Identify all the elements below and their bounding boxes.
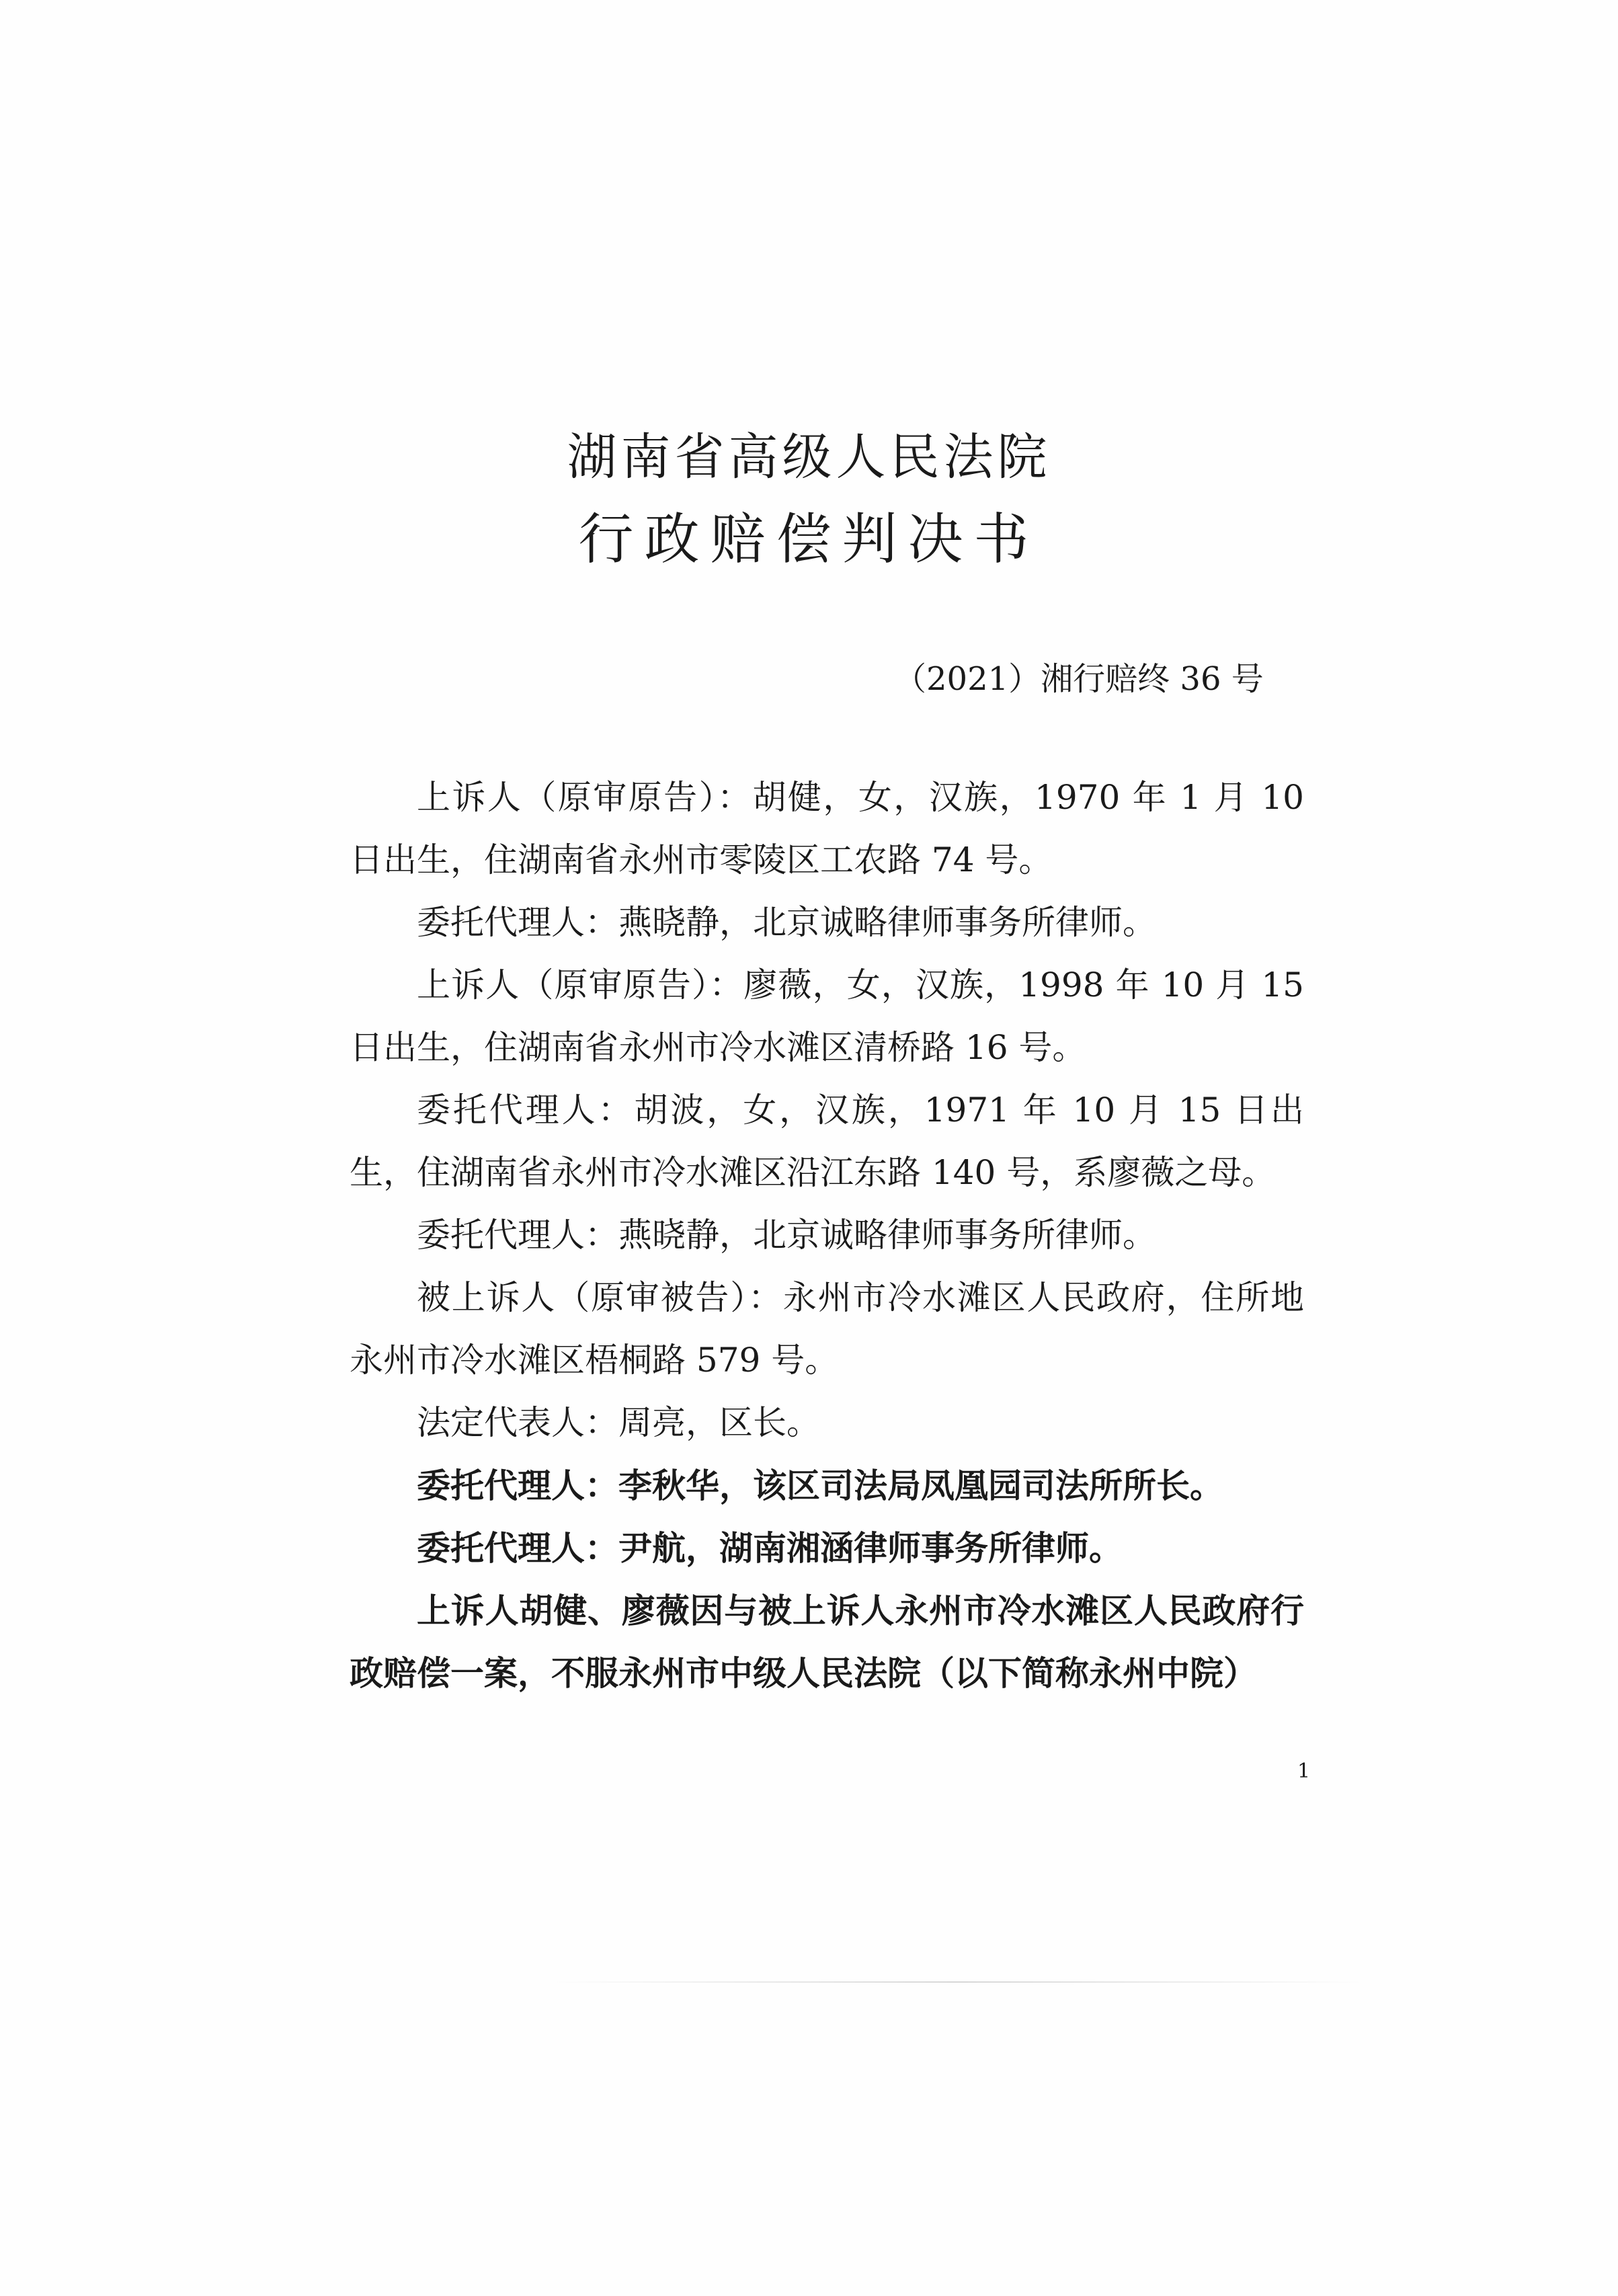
party-appellant-liaowei: 上诉人（原审原告）：廖薇，女，汉族，1998 年 10 月 15 日出生，住湖南省永州市冷水滩区清桥路 16 号。: [350, 965, 1304, 1067]
legal-representative: 法定代表人：周亮，区长。: [417, 1403, 820, 1442]
document-body: [350, 766, 1304, 1704]
agent-yinhang: 委托代理人：尹航，湖南湘涵律师事务所律师。: [417, 1528, 1123, 1568]
court-name: 湖南省高级人民法院: [567, 428, 1051, 486]
page-number: 1: [1297, 1759, 1311, 1783]
agent-liqiuhua: 委托代理人：李秋华，该区司法局凤凰园司法所所长。: [417, 1466, 1223, 1505]
party-appellant-hujian: 上诉人（原审原告）：胡健，女，汉族，1970 年 1 月 10 日出生，住湖南省永州市零陵区工农路 74 号。: [350, 778, 1304, 879]
case-number: （2021）湘行赔终 36 号: [894, 660, 1264, 698]
agent-hubo: 委托代理人：胡波，女，汉族，1971 年 10 月 15 日出生，住湖南省永州市冷水滩区沿江东路 140 号，系廖薇之母。: [350, 1091, 1304, 1192]
document-title: 行政赔偿判决书: [578, 508, 1040, 571]
party-appellee-government: 被上诉人（原审被告）：永州市冷水滩区人民政府，住所地永州市冷水滩区梧桐路 579 号。: [350, 1278, 1304, 1380]
case-summary: 上诉人胡健、廖薇因与被上诉人永州市冷水滩区人民政府行政赔偿一案，不服永州市中级人民法院（以下简称永州中院）: [350, 1591, 1304, 1693]
scan-artifact-line: [551, 1981, 1365, 1983]
agent-yanxiaojing-1: 委托代理人：燕晓静，北京诚略律师事务所律师。: [417, 903, 1156, 942]
agent-yanxiaojing-2: 委托代理人：燕晓静，北京诚略律师事务所律师。: [417, 1216, 1156, 1255]
